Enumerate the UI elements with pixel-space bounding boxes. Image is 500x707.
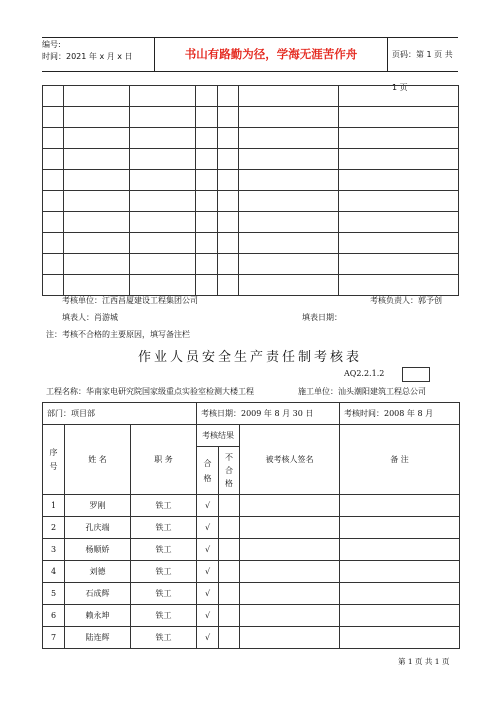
empty-grid-cell [218,275,239,296]
row-signature-cell [240,583,340,605]
row-remark-cell [340,561,460,583]
empty-grid-cell [239,233,339,254]
empty-grid-cell [43,128,64,149]
assess-unit: 考核单位：江西昌厦建设工程集团公司 [62,296,198,305]
row-pass-cell: √ [197,583,219,605]
empty-grid-row [43,107,459,128]
header-motto: 书山有路勤为径，学海无涯苦作舟 [154,38,388,71]
empty-grid-cell [239,86,339,107]
empty-grid-cell [339,212,459,233]
empty-grid-cell [239,170,339,191]
row-role-cell: 铁工 [131,627,197,649]
page-footer: 第 1 页 共 1 页 [398,657,450,666]
empty-grid-cell [130,191,196,212]
empty-grid-row [43,254,459,275]
empty-grid-cell [239,275,339,296]
empty-grid-cell [130,149,196,170]
row-fail-cell [219,561,240,583]
empty-grid-row [43,191,459,212]
empty-grid-cell [218,233,239,254]
empty-grid-cell [43,275,64,296]
row-fail-cell [219,539,240,561]
row-fail-cell [219,627,240,649]
dept-label: 部门：项目部 [47,409,95,418]
empty-grid-cell [218,86,239,107]
row-pass-cell: √ [197,495,219,517]
row-remark-cell [340,517,460,539]
row-fail-cell [219,583,240,605]
empty-grid-cell [339,128,459,149]
row-pass-cell: √ [197,627,219,649]
row-role-cell: 铁工 [131,495,197,517]
empty-grid-cell [130,128,196,149]
empty-grid-row [43,233,459,254]
empty-grid-cell [196,275,218,296]
empty-grid-cell [64,86,130,107]
code-box [402,367,430,382]
row-signature-cell [240,605,340,627]
form-title: 作业人员安全生产责任制考核表 [137,350,362,365]
project-name: 工程名称：华南家电研究院国家级重点实验室检测大楼工程 [46,387,254,396]
empty-grid-cell [130,212,196,233]
empty-grid-cell [130,86,196,107]
seq-header [43,425,65,495]
doc-no-label: 编号: [42,40,61,49]
row-signature-cell [240,495,340,517]
row-pass-cell: √ [197,539,219,561]
row-remark-cell [340,627,460,649]
table-row [43,627,460,649]
empty-grid-cell [43,170,64,191]
empty-grid-cell [239,191,339,212]
empty-grid-cell [218,254,239,275]
empty-grid-cell [43,212,64,233]
empty-grid-cell [64,107,130,128]
empty-grid-cell [218,191,239,212]
fail-header [219,447,240,495]
empty-grid-cell [196,254,218,275]
row-no-cell: 7 [43,627,65,649]
row-role-cell: 铁工 [131,583,197,605]
empty-grid-cell [239,254,339,275]
signature-header: 被考核人签名 [240,425,340,495]
empty-grid-row [43,212,459,233]
pass-header [197,447,219,495]
form-code: AQ2.2.1.2 [344,369,385,378]
empty-grid-cell [339,86,459,107]
row-role-cell: 铁工 [131,605,197,627]
row-name-cell: 石成辉 [65,583,131,605]
row-pass-cell: √ [197,561,219,583]
empty-grid-row [43,149,459,170]
remark-header: 备 注 [340,425,460,495]
empty-grid-cell [218,149,239,170]
empty-grid-row [43,275,459,296]
empty-grid-cell [64,170,130,191]
time-label: 时间：2021 年 x 月 x 日 [42,52,133,61]
row-signature-cell [240,539,340,561]
empty-grid-cell [130,254,196,275]
empty-grid-cell [239,149,339,170]
empty-grid-cell [339,254,459,275]
row-fail-cell [219,605,240,627]
page-header [42,37,458,92]
empty-grid-cell [130,170,196,191]
empty-grid-cell [64,233,130,254]
row-signature-cell [240,561,340,583]
filled-by: 填表人：肖游城 [62,313,118,322]
empty-grid-cell [64,191,130,212]
row-name-cell: 陆连辉 [65,627,131,649]
row-role-cell: 铁工 [131,561,197,583]
row-role-cell: 铁工 [131,539,197,561]
assessment-table [42,402,460,649]
assess-date-label: 考核日期：2009 年 8 月 30 日 [201,409,314,418]
empty-grid-cell [196,170,218,191]
empty-grid-cell [43,149,64,170]
empty-grid-cell [218,212,239,233]
dept-cell [43,403,197,425]
empty-grid-cell [196,128,218,149]
row-remark-cell [340,495,460,517]
table-row [43,561,460,583]
table-row [43,495,460,517]
assess-time-label: 考核时间：2008 年 8 月 [344,409,434,418]
row-no-cell: 5 [43,583,65,605]
row-no-cell: 4 [43,561,65,583]
empty-grid-cell [339,233,459,254]
empty-grid-cell [43,254,64,275]
empty-grid-cell [64,128,130,149]
row-fail-cell [219,495,240,517]
empty-grid-cell [43,86,64,107]
row-no-cell: 1 [43,495,65,517]
empty-grid-cell [43,107,64,128]
empty-grid-cell [130,233,196,254]
fill-date: 填表日期： [302,313,342,322]
empty-grid-table [42,85,459,296]
row-no-cell: 2 [43,517,65,539]
assess-time-cell [340,403,460,425]
empty-grid-cell [64,254,130,275]
empty-grid-cell [339,149,459,170]
table-row [43,539,460,561]
row-signature-cell [240,517,340,539]
seq-header-text: 序号 [49,447,58,471]
empty-grid-cell [64,149,130,170]
empty-grid-cell [339,170,459,191]
empty-grid-cell [130,275,196,296]
assess-date-cell [197,403,340,425]
row-no-cell: 3 [43,539,65,561]
row-fail-cell [219,517,240,539]
empty-grid-row [43,170,459,191]
empty-grid-cell [43,233,64,254]
empty-grid-cell [239,107,339,128]
result-header: 考核结果 [197,425,240,447]
empty-grid-cell [239,212,339,233]
empty-grid-cell [64,275,130,296]
empty-grid-cell [130,107,196,128]
row-name-cell: 罗刚 [65,495,131,517]
table-row [43,605,460,627]
empty-grid-cell [196,233,218,254]
empty-grid-cell [64,212,130,233]
empty-grid-cell [196,212,218,233]
empty-grid-row [43,128,459,149]
table-row [43,517,460,539]
empty-grid-row [43,86,459,107]
row-role-cell: 铁工 [131,517,197,539]
header-page-info: 页码：第 1 页 共 1 页 [392,50,453,92]
empty-grid-cell [196,149,218,170]
empty-grid-cell [218,170,239,191]
row-pass-cell: √ [197,517,219,539]
role-header: 职 务 [131,425,197,495]
row-name-cell: 赖永坤 [65,605,131,627]
empty-grid-cell [196,191,218,212]
row-remark-cell [340,583,460,605]
name-header: 姓 名 [65,425,131,495]
empty-grid-cell [43,191,64,212]
contractor: 施工单位：汕头潮阳建筑工程总公司 [298,387,426,396]
empty-grid-cell [196,86,218,107]
row-no-cell: 6 [43,605,65,627]
row-remark-cell [340,605,460,627]
empty-grid-cell [218,128,239,149]
empty-grid-cell [196,107,218,128]
empty-grid-cell [339,191,459,212]
fail-header-text: 不合格 [225,453,233,488]
assess-person: 考核负责人：郭予创 [370,296,442,305]
row-pass-cell: √ [197,605,219,627]
header-left [42,39,133,63]
row-name-cell: 杨顺娇 [65,539,131,561]
row-name-cell: 刘德 [65,561,131,583]
row-name-cell: 孔庆端 [65,517,131,539]
empty-grid-cell [339,107,459,128]
pass-header-text: 合格 [203,458,212,483]
empty-grid-cell [239,128,339,149]
row-remark-cell [340,539,460,561]
empty-grid-cell [339,275,459,296]
row-signature-cell [240,627,340,649]
note-text: 注：考核不合格的主要原因，填写备注栏 [46,330,190,339]
table-row [43,583,460,605]
empty-grid-cell [218,107,239,128]
